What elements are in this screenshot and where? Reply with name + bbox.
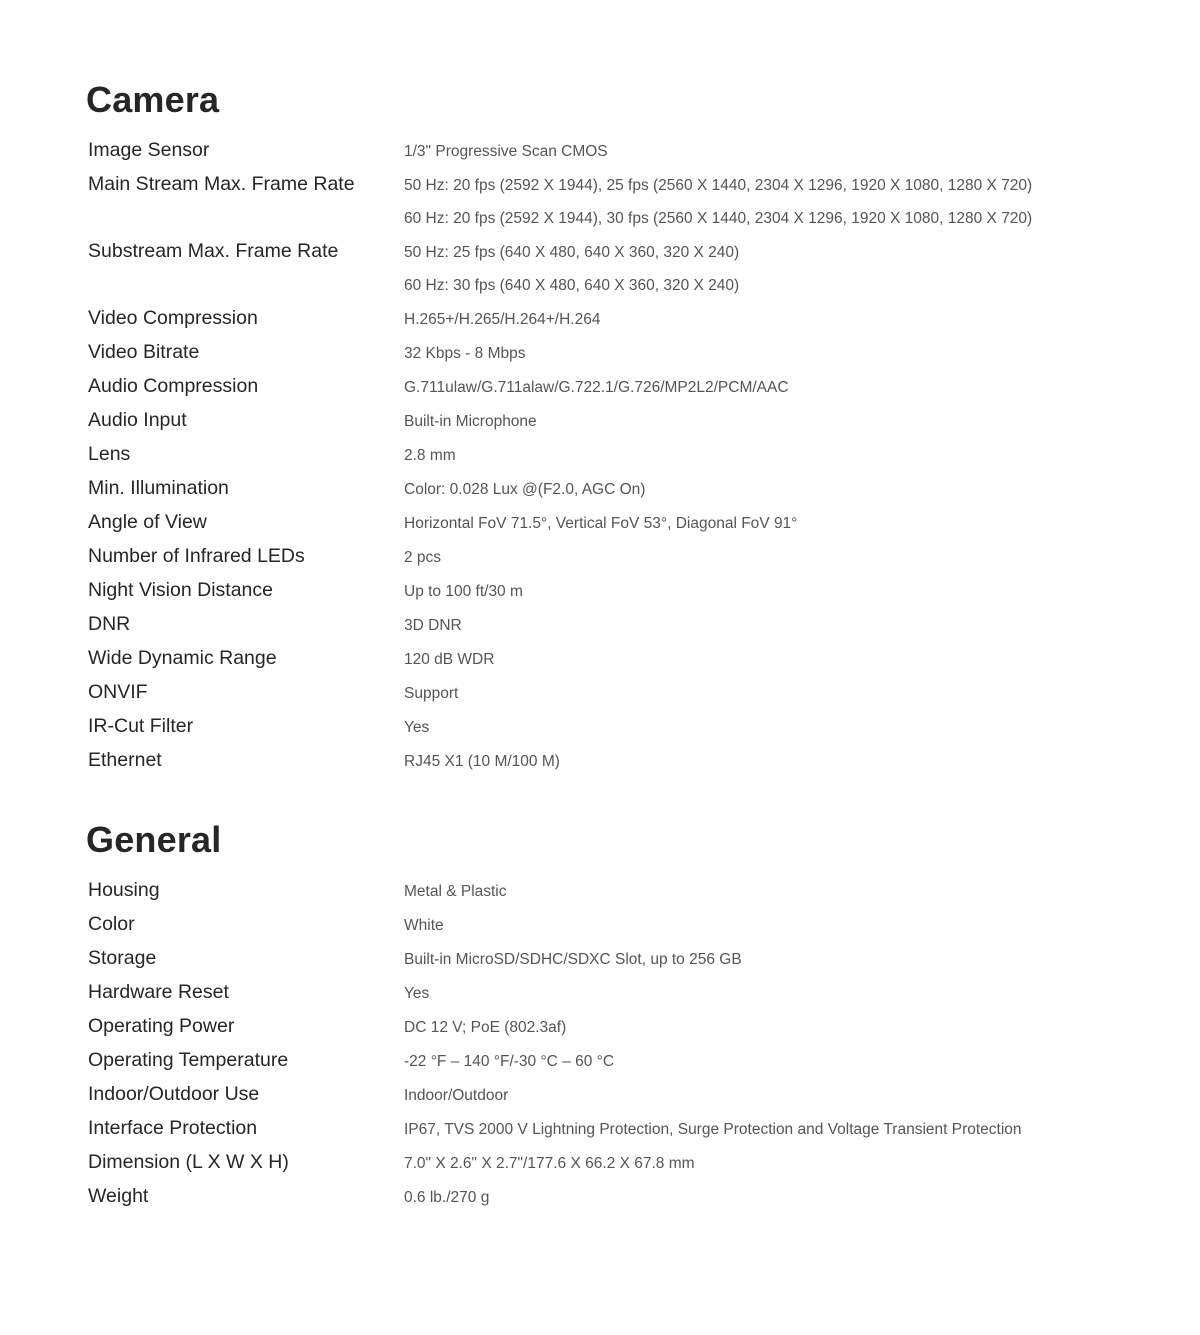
spec-values [404, 1147, 1106, 1180]
spec-row [86, 1180, 1106, 1214]
spec-label: DNR [88, 613, 131, 635]
spec-values [404, 643, 1106, 676]
spec-value: Color: 0.028 Lux @(F2.0, AGC On) [404, 481, 646, 498]
section-title-general: General [86, 819, 222, 860]
spec-label: Angle of View [88, 511, 207, 533]
spec-values [404, 473, 1106, 506]
spec-values [404, 1011, 1106, 1044]
spec-value: Up to 100 ft/30 m [404, 583, 523, 600]
spec-row [86, 235, 1106, 302]
spec-value: Horizontal FoV 71.5°, Vertical FoV 53°, Diagonal FoV 91° [404, 515, 798, 532]
spec-value: Built-in Microphone [404, 413, 537, 430]
spec-values [404, 1181, 1106, 1214]
spec-value: 60 Hz: 30 fps (640 X 480, 640 X 360, 320 X 240) [404, 277, 740, 294]
spec-label: Night Vision Distance [88, 579, 273, 601]
spec-value: 7.0" X 2.6" X 2.7"/177.6 X 66.2 X 67.8 mm [404, 1155, 695, 1172]
spec-label: Main Stream Max. Frame Rate [88, 173, 355, 195]
spec-label: Image Sensor [88, 139, 210, 161]
spec-values [404, 943, 1106, 976]
spec-value: 1/3" Progressive Scan CMOS [404, 143, 608, 160]
spec-row [86, 908, 1106, 942]
spec-values [404, 236, 1106, 302]
spec-values [404, 609, 1106, 642]
spec-values [404, 977, 1106, 1010]
spec-values [404, 371, 1106, 404]
spec-row [86, 540, 1106, 574]
spec-value: 120 dB WDR [404, 651, 495, 668]
spec-label: Lens [88, 443, 131, 465]
spec-value: Indoor/Outdoor [404, 1087, 509, 1104]
spec-label: Number of Infrared LEDs [88, 545, 305, 567]
spec-row [86, 942, 1106, 976]
spec-label: Weight [88, 1185, 149, 1207]
spec-row [86, 874, 1106, 908]
spec-value: H.265+/H.265/H.264+/H.264 [404, 311, 601, 328]
spec-row [86, 608, 1106, 642]
spec-label: Audio Input [88, 409, 187, 431]
spec-label: Housing [88, 879, 160, 901]
spec-row [86, 1078, 1106, 1112]
spec-values [404, 1079, 1106, 1112]
general-spec-table [86, 874, 1106, 1214]
spec-values [404, 337, 1106, 370]
spec-values [404, 1113, 1106, 1146]
spec-label: Video Bitrate [88, 341, 200, 363]
spec-value: Yes [404, 985, 430, 1002]
spec-label: IR-Cut Filter [88, 715, 194, 737]
spec-row [86, 370, 1106, 404]
spec-row [86, 168, 1106, 235]
spec-row [86, 1010, 1106, 1044]
spec-values [404, 575, 1106, 608]
spec-label: Operating Power [88, 1015, 235, 1037]
spec-label: Storage [88, 947, 157, 969]
spec-row [86, 976, 1106, 1010]
spec-row [86, 1044, 1106, 1078]
spec-value: 32 Kbps - 8 Mbps [404, 345, 526, 362]
spec-values [404, 711, 1106, 744]
spec-values [404, 677, 1106, 710]
spec-values [404, 135, 1106, 168]
spec-row [86, 336, 1106, 370]
spec-label: Interface Protection [88, 1117, 258, 1139]
spec-row [86, 710, 1106, 744]
spec-value: 2 pcs [404, 549, 442, 566]
spec-value: Support [404, 685, 459, 702]
spec-label: Wide Dynamic Range [88, 647, 277, 669]
spec-value: 2.8 mm [404, 447, 456, 464]
spec-value: -22 °F – 140 °F/-30 °C – 60 °C [404, 1053, 615, 1070]
section-title-camera: Camera [86, 79, 220, 120]
spec-values [404, 169, 1106, 235]
spec-label: Min. Illumination [88, 477, 229, 499]
spec-value: White [404, 917, 444, 934]
spec-row [86, 574, 1106, 608]
spec-values [404, 303, 1106, 336]
spec-values [404, 745, 1106, 778]
spec-value: 0.6 lb./270 g [404, 1189, 490, 1206]
spec-values [404, 909, 1106, 942]
spec-value: Yes [404, 719, 430, 736]
spec-value: 50 Hz: 25 fps (640 X 480, 640 X 360, 320 X 240) [404, 244, 740, 261]
spec-values [404, 875, 1106, 908]
spec-label: Dimension (L X W X H) [88, 1151, 289, 1173]
camera-section [86, 78, 1106, 778]
camera-spec-table [86, 134, 1106, 778]
general-section [86, 818, 1106, 1214]
spec-label: Operating Temperature [88, 1049, 289, 1071]
spec-label: Video Compression [88, 307, 258, 329]
spec-value: 50 Hz: 20 fps (2592 X 1944), 25 fps (2560 X 1440, 2304 X 1296, 1920 X 1080, 1280 X 720) [404, 177, 1033, 194]
spec-label: Audio Compression [88, 375, 259, 397]
spec-row [86, 676, 1106, 710]
spec-row [86, 134, 1106, 168]
spec-label: ONVIF [88, 681, 148, 703]
spec-value: DC 12 V; PoE (802.3af) [404, 1019, 567, 1036]
spec-sheet [86, 78, 1106, 1214]
spec-row [86, 744, 1106, 778]
spec-values [404, 405, 1106, 438]
spec-row [86, 302, 1106, 336]
spec-row [86, 438, 1106, 472]
spec-row [86, 472, 1106, 506]
spec-value: RJ45 X1 (10 M/100 M) [404, 753, 560, 770]
spec-row [86, 1112, 1106, 1146]
spec-values [404, 507, 1106, 540]
spec-row [86, 404, 1106, 438]
spec-label: Substream Max. Frame Rate [88, 240, 339, 262]
spec-label: Color [88, 913, 135, 935]
spec-label: Indoor/Outdoor Use [88, 1083, 260, 1105]
spec-value: G.711ulaw/G.711alaw/G.722.1/G.726/MP2L2/PCM/AAC [404, 379, 789, 396]
spec-values [404, 541, 1106, 574]
spec-row [86, 642, 1106, 676]
spec-value: Built-in MicroSD/SDHC/SDXC Slot, up to 256 GB [404, 951, 742, 968]
spec-value: 3D DNR [404, 617, 462, 634]
spec-label: Hardware Reset [88, 981, 229, 1003]
spec-label: Ethernet [88, 749, 162, 771]
spec-values [404, 1045, 1106, 1078]
spec-value: IP67, TVS 2000 V Lightning Protection, Surge Protection and Voltage Transient Protection [404, 1121, 1022, 1138]
spec-values [404, 439, 1106, 472]
spec-row [86, 506, 1106, 540]
spec-value: Metal & Plastic [404, 883, 507, 900]
spec-value: 60 Hz: 20 fps (2592 X 1944), 30 fps (2560 X 1440, 2304 X 1296, 1920 X 1080, 1280 X 720) [404, 210, 1033, 227]
spec-row [86, 1146, 1106, 1180]
